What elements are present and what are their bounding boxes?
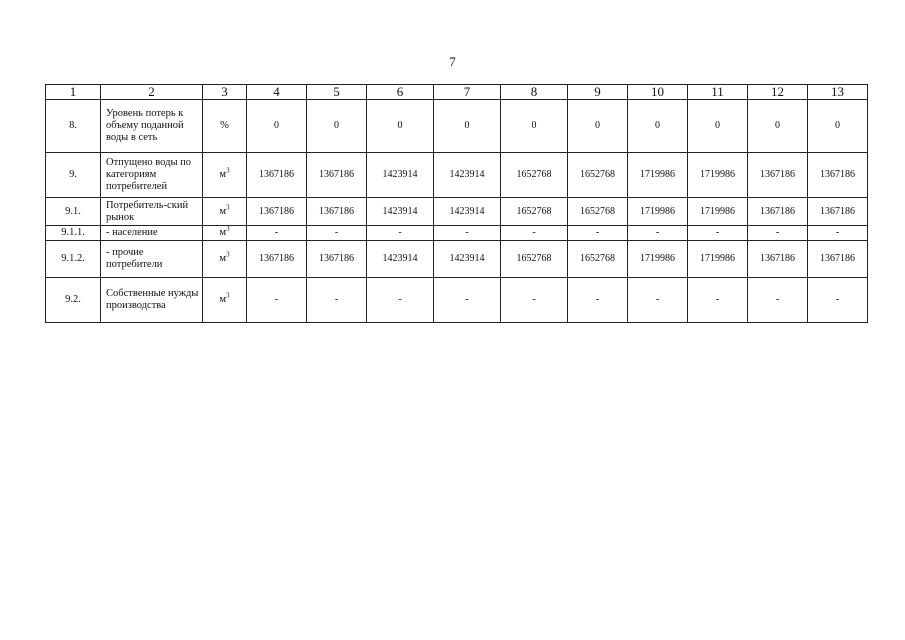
- row-unit: $м^3$: [203, 153, 247, 198]
- value-cell: 0: [748, 100, 808, 153]
- value-cell: 1719986: [628, 153, 688, 198]
- row-unit: $м^3$: [203, 198, 247, 226]
- row-unit: $м^3$: [203, 241, 247, 278]
- value-cell: -: [307, 226, 367, 241]
- value-cell: -: [307, 278, 367, 323]
- value-cell: 1719986: [688, 198, 748, 226]
- data-table: [45, 84, 868, 323]
- header-cell: 5: [307, 85, 367, 100]
- header-cell: 4: [247, 85, 307, 100]
- value-cell: -: [688, 278, 748, 323]
- row-unit: $м^3$: [203, 278, 247, 323]
- value-cell: -: [808, 226, 868, 241]
- value-cell: 1367186: [247, 153, 307, 198]
- row-description: Собственные нужды производства: [101, 278, 203, 323]
- value-cell: 1719986: [628, 198, 688, 226]
- value-cell: 0: [247, 100, 307, 153]
- header-cell: 12: [748, 85, 808, 100]
- row-number: 9.: [46, 153, 101, 198]
- value-cell: -: [367, 278, 434, 323]
- value-cell: 1423914: [434, 153, 501, 198]
- table-row: [46, 153, 868, 198]
- value-cell: 1719986: [688, 241, 748, 278]
- value-cell: 1652768: [568, 153, 628, 198]
- value-cell: 1367186: [808, 153, 868, 198]
- value-cell: -: [568, 278, 628, 323]
- value-cell: 0: [808, 100, 868, 153]
- value-cell: 1652768: [501, 198, 568, 226]
- value-cell: -: [367, 226, 434, 241]
- header-cell: 3: [203, 85, 247, 100]
- value-cell: 0: [434, 100, 501, 153]
- header-cell: 9: [568, 85, 628, 100]
- header-cell: 2: [101, 85, 203, 100]
- value-cell: 1367186: [748, 198, 808, 226]
- header-cell: 8: [501, 85, 568, 100]
- table-row: [46, 100, 868, 153]
- value-cell: 1367186: [808, 198, 868, 226]
- value-cell: 1367186: [307, 241, 367, 278]
- value-cell: 1367186: [307, 153, 367, 198]
- value-cell: 1423914: [367, 153, 434, 198]
- value-cell: 1367186: [748, 241, 808, 278]
- value-cell: 0: [307, 100, 367, 153]
- value-cell: 1423914: [434, 198, 501, 226]
- value-cell: 0: [501, 100, 568, 153]
- value-cell: 0: [568, 100, 628, 153]
- row-description: Отпущено воды по категориям потребителей: [101, 153, 203, 198]
- row-number: 9.1.: [46, 198, 101, 226]
- row-unit: %: [203, 100, 247, 153]
- value-cell: 1652768: [568, 198, 628, 226]
- value-cell: 1719986: [688, 153, 748, 198]
- row-description: - население: [101, 226, 203, 241]
- value-cell: 1652768: [568, 241, 628, 278]
- value-cell: -: [501, 226, 568, 241]
- value-cell: -: [247, 278, 307, 323]
- value-cell: 1652768: [501, 153, 568, 198]
- header-cell: 11: [688, 85, 748, 100]
- row-description: Потребитель-ский рынок: [101, 198, 203, 226]
- table-row: [46, 198, 868, 226]
- value-cell: -: [568, 226, 628, 241]
- value-cell: -: [628, 278, 688, 323]
- table-row: [46, 241, 868, 278]
- value-cell: 0: [688, 100, 748, 153]
- value-cell: 1423914: [367, 198, 434, 226]
- row-description: - прочие потребители: [101, 241, 203, 278]
- value-cell: -: [434, 278, 501, 323]
- row-number: 9.1.2.: [46, 241, 101, 278]
- header-cell: 10: [628, 85, 688, 100]
- value-cell: 1719986: [628, 241, 688, 278]
- value-cell: 1367186: [247, 198, 307, 226]
- value-cell: -: [628, 226, 688, 241]
- value-cell: -: [247, 226, 307, 241]
- table-row: [46, 226, 868, 241]
- value-cell: 1367186: [748, 153, 808, 198]
- header-cell: 1: [46, 85, 101, 100]
- row-unit: $м^3$: [203, 226, 247, 241]
- value-cell: -: [688, 226, 748, 241]
- value-cell: -: [808, 278, 868, 323]
- value-cell: 1367186: [307, 198, 367, 226]
- row-number: 9.1.1.: [46, 226, 101, 241]
- row-number: 9.2.: [46, 278, 101, 323]
- value-cell: 1652768: [501, 241, 568, 278]
- table-row: [46, 278, 868, 323]
- row-number: 8.: [46, 100, 101, 153]
- header-cell: 6: [367, 85, 434, 100]
- page-number: 7: [449, 54, 456, 69]
- value-cell: 1423914: [434, 241, 501, 278]
- header-cell: 13: [808, 85, 868, 100]
- value-cell: -: [748, 226, 808, 241]
- row-description: Уровень потерь к объему поданной воды в сеть: [101, 100, 203, 153]
- value-cell: 1367186: [808, 241, 868, 278]
- value-cell: -: [748, 278, 808, 323]
- value-cell: 0: [628, 100, 688, 153]
- table-header-row: [46, 85, 868, 100]
- value-cell: -: [501, 278, 568, 323]
- value-cell: 0: [367, 100, 434, 153]
- value-cell: 1367186: [247, 241, 307, 278]
- value-cell: 1423914: [367, 241, 434, 278]
- header-cell: 7: [434, 85, 501, 100]
- value-cell: -: [434, 226, 501, 241]
